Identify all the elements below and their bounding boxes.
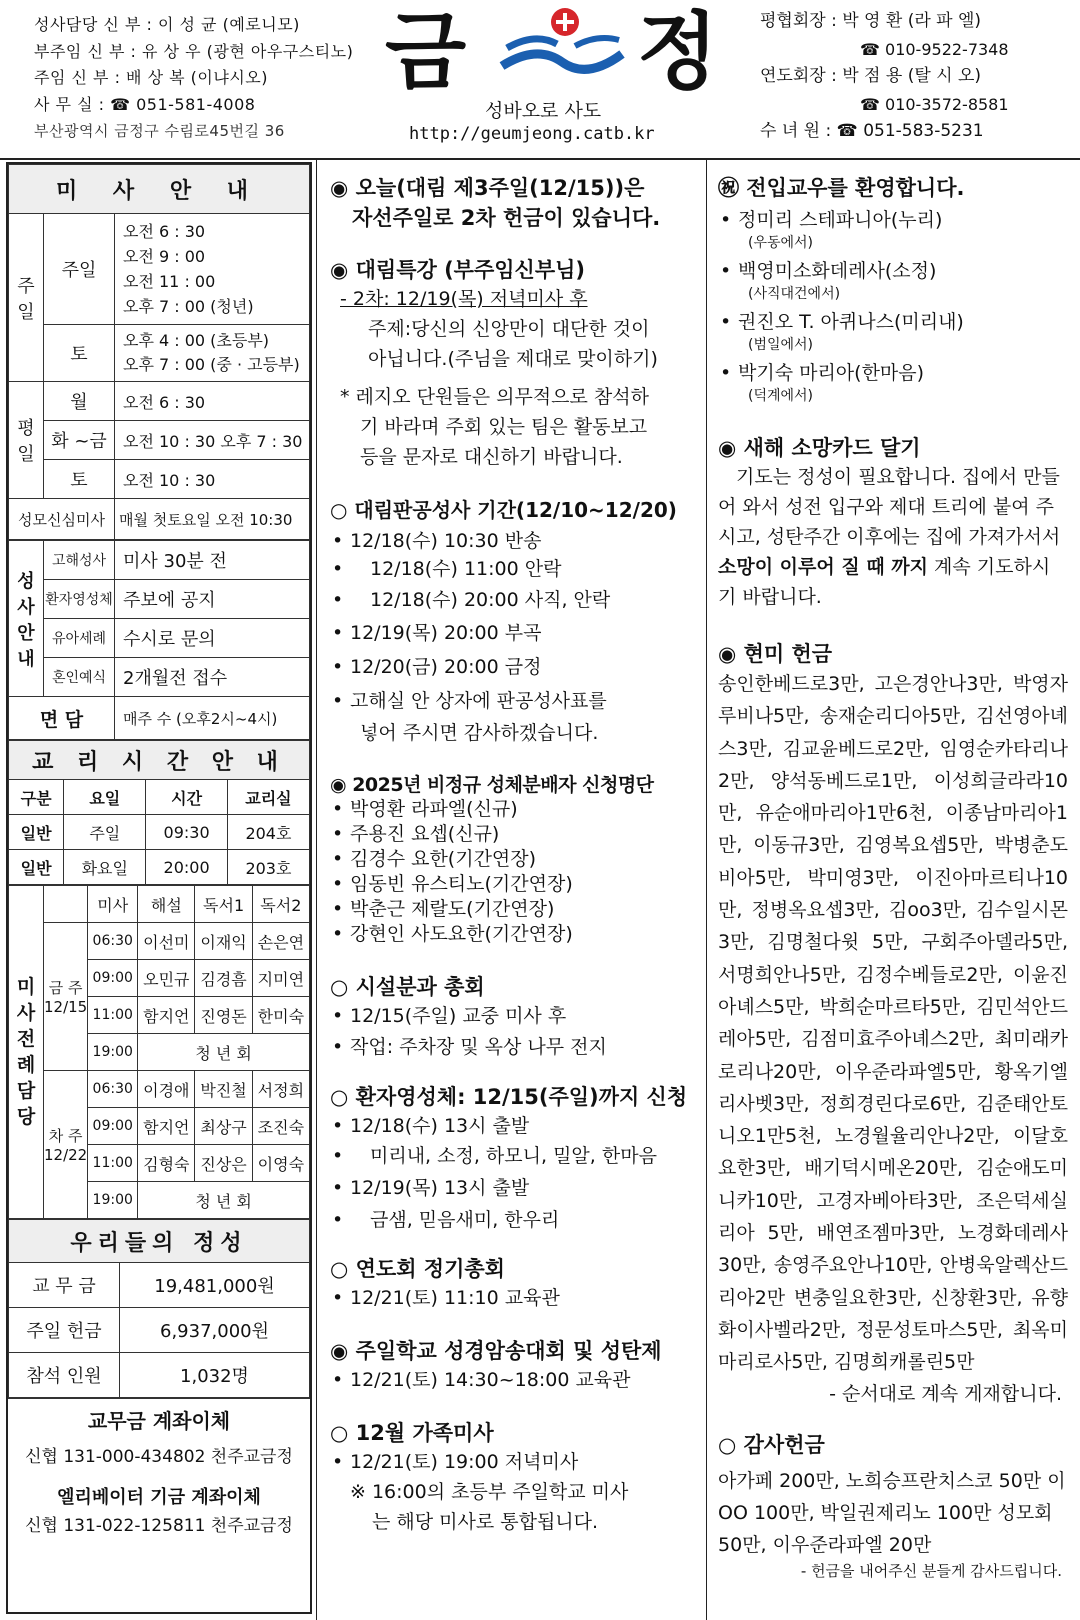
notice-heading: ◉ 주일학교 성경암송대회 및 성탄제	[330, 1339, 662, 1363]
class-table	[8, 740, 310, 885]
cell: 이경애	[138, 1071, 195, 1108]
middle-column	[330, 172, 702, 1537]
cell: 일반	[9, 850, 64, 885]
info-line: ☎ 010-9522-7348	[860, 39, 1009, 59]
section-title: 교 리 시 간 안 내	[9, 741, 310, 780]
account-number: 신협 131-022-125811 천주교금정	[25, 1516, 293, 1536]
bulletin-title	[385, 0, 719, 158]
list-item: • 12/19(목) 13시 출발	[330, 1171, 702, 1205]
list-item: • 12/20(금) 20:00 금정	[330, 650, 702, 684]
notice-heading: ◉ 새해 소망카드 달기	[718, 436, 921, 460]
list-item: • 박춘근 제랄도(기간연장)	[330, 897, 702, 922]
list-item: • 12/21(토) 14:30~18:00 교육관	[330, 1365, 702, 1395]
account-title: 엘리베이터 기금 계좌이체	[57, 1487, 261, 1508]
value: 주보에 공지	[115, 580, 310, 619]
time: 오전 11 : 00	[123, 272, 216, 291]
title-left: 금	[385, 3, 467, 101]
label: 화 ~금	[44, 421, 115, 460]
offering-table	[8, 1219, 310, 1398]
section-title: 우리들의 정성	[9, 1220, 310, 1263]
label: 미 사 전 례 담 당	[9, 886, 44, 1219]
mass-schedule-table	[8, 164, 310, 540]
address: 부산광역시 금정구 수림로45번길 36	[34, 122, 285, 140]
parish-logo-icon	[497, 4, 627, 98]
text: 기도는 정성이 필요합니다. 집에서 만들어 와서 성전 입구와 제대 트리에 붙여 주시고, 성탄주간 이후에는 집에 가져가서서	[718, 466, 1061, 548]
notice-heading: ◉ 2025년 비정규 성체분배자 신청명단	[330, 774, 654, 796]
cell: 박진철	[195, 1071, 252, 1108]
cell: 06:30	[88, 1071, 138, 1108]
info-line: 연도회장 : 박 점 용 (탈 시 오)	[760, 66, 982, 86]
cell: 청 년 회	[138, 1182, 310, 1219]
cell: 09:00	[88, 960, 138, 997]
list-item: • 박기숙 마리아(한마음)	[718, 361, 1068, 386]
header: 요일	[64, 780, 146, 815]
cell: 19:00	[88, 1034, 138, 1071]
cell: 오민규	[138, 960, 195, 997]
cell: 09:30	[146, 815, 228, 850]
label: 성 사 안 내	[9, 541, 44, 697]
list-item: • 12/18(수) 13시 출발	[330, 1111, 702, 1141]
text: 계속 기도하시기 바랍니다.	[718, 556, 1051, 608]
cell: 204호	[227, 815, 309, 850]
info-line: ☎ 010-3572-8581	[860, 94, 1009, 114]
label: 주일	[44, 214, 115, 325]
label: 면 담	[9, 697, 115, 740]
time: 오전 10 : 30	[115, 460, 310, 499]
cell: 일반	[9, 815, 64, 850]
header: 구분	[9, 780, 64, 815]
emphasis: 소망이 이루어 질 때 까지	[718, 556, 928, 578]
notice-heading: ○ 시설분과 총회	[330, 975, 485, 999]
cell: 최상구	[195, 1108, 252, 1145]
notice-heading: ◉ 오늘(대림 제3주일(12/15))은	[330, 176, 645, 200]
donor-list: 송인한베드로3만, 고은경안나3만, 박영자루비나5만, 송재순리디아5만, 김선영아녜스3만, 김교윤베드로2만, 임영순카타리나2만, 양석동베드로1만, 이성희글라라10만, 유순애마리아1만6천, 이종남마리아1만, 이동규3만, 김영복요셉5만, 박병춘도비아5만, 박미영3만, 이진아마르티나10만, 정병옥요셉3만, 김oo3만, 김수일시몬3만, 김명철다윗 5만, 구회주아델라5만, 서명희안나5만, 김정수베들로2만, 이윤진아녜스5만, 박희순마르타5만, 김민석안드레아5만, 김점미효주아녜스2만, 최미래카로리나20만, 이우준라파엘5만, 황옥기엘리사벳3만, 정희경린다로6만, 김준태안토니오1만5천, 노경월율리안나2만, 이달호요한3만, 배기덕시메온20만, 김순애도미니카10만, 고경자베아타3만, 조은덕세실리아 5만, 배연조젬마3만, 노경화데레사30만, 송영주요안나10만, 안병욱알렉산드리아2만 변충일요한3만, 신창환3만, 유향화이사벨라2만, 정문성토마스5만, 최옥미마리로사5만, 김명희캐롤린5만	[718, 673, 1068, 1374]
header: 교리실	[227, 780, 309, 815]
time: 오전 10 : 30 오후 7 : 30	[115, 421, 310, 460]
list-item: • 고해실 안 상자에 판공성사표를	[330, 684, 702, 718]
notice-text	[718, 462, 1068, 612]
notice-heading: ○ 감사헌금	[718, 1432, 825, 1457]
header: 시간	[146, 780, 228, 815]
list-item: • 임동빈 유스티노(기간연장)	[330, 872, 702, 897]
header-left-info	[34, 12, 353, 145]
notice-note: - 헌금을 내어주신 분들게 감사드립니다.	[800, 1561, 1062, 1580]
list-item-note: (사직대건에서)	[748, 286, 841, 302]
header: 독서2	[252, 886, 309, 923]
cell: 청 년 회	[138, 1034, 310, 1071]
cell: 한미숙	[252, 997, 309, 1034]
value: 수시로 문의	[115, 619, 310, 658]
label: 혼인예식	[44, 658, 115, 697]
info-line: 사 무 실 : ☎ 051-581-4008	[34, 94, 256, 114]
cell: 진영돈	[195, 997, 252, 1034]
time: 오전 6 : 30	[123, 222, 206, 241]
cell: 203호	[227, 850, 309, 885]
notice-text: * 레지오 단원들은 의무적으로 참석하	[340, 386, 649, 408]
info-line: 부주임 신 부 : 유 상 우 (광현 아우구스티노)	[34, 41, 354, 61]
info-line: 주임 신 부 : 배 상 복 (이냐시오)	[34, 68, 268, 87]
label: 교 무 금	[9, 1263, 120, 1308]
value: 6,937,000원	[120, 1308, 310, 1353]
list-item: • 12/15(주일) 교중 미사 후	[330, 1001, 702, 1032]
label: 참석 인원	[9, 1353, 120, 1398]
list-item: • 12/19(목) 20:00 부곡	[330, 616, 702, 650]
divider	[316, 158, 317, 1620]
list-item-note: (범일에서)	[748, 337, 814, 353]
notice-heading: ◉ 현미 헌금	[718, 642, 833, 666]
header	[0, 0, 1080, 160]
cell: 함지언	[138, 1108, 195, 1145]
list-item: • 12/21(토) 19:00 저녁미사	[330, 1447, 702, 1477]
label: 유아세례	[44, 619, 115, 658]
info-line: 성사담당 신 부 : 이 성 균 (예로니모)	[34, 15, 300, 34]
value: 2개월전 접수	[115, 658, 310, 697]
cell: 20:00	[146, 850, 228, 885]
notice-text: - 2차: 12/19(목) 저녁미사 후	[340, 288, 588, 310]
list-item-text: • 12/18(수) 11:00 안락	[330, 554, 702, 585]
cell: 11:00	[88, 1145, 138, 1182]
label: 금 주 12/15	[44, 923, 88, 1071]
cell: 09:00	[88, 1108, 138, 1145]
list-item: • 12/18(수) 10:30 반송	[330, 529, 702, 554]
value: 1,032명	[120, 1353, 310, 1398]
cell: 이영숙	[252, 1145, 309, 1182]
website-url[interactable]: http://geumjeong.catb.kr	[409, 124, 655, 144]
value: 미사 30분 전	[115, 541, 310, 580]
header-right-info	[760, 8, 1009, 146]
value: 매주 수 (오후2시~4시)	[115, 697, 310, 740]
cell: 김형숙	[138, 1145, 195, 1182]
label: 차 주 12/22	[44, 1071, 88, 1219]
header: 미사	[88, 886, 138, 923]
cell: 진상은	[195, 1145, 252, 1182]
list-item: • 백영미소화데레사(소정)	[718, 259, 1068, 284]
notice-text: ※ 16:00의 초등부 주일학교 미사	[350, 1481, 629, 1503]
notice-heading: ○ 환자영성체: 12/15(주일)까지 신청	[330, 1085, 688, 1109]
header: 독서1	[195, 886, 252, 923]
section-title: 미 사 안 내	[9, 165, 310, 214]
donor-list: 아가페 200만, 노희승프란치스코 50만 이OO 100만, 박일권제리노 100만 성모회 50만, 이우준라파엘 20만	[718, 1469, 1066, 1556]
notice-text: 등을 문자로 대신하기 바랍니다.	[360, 446, 623, 468]
time: 오후 7 : 00 (중 · 고등부)	[123, 355, 300, 374]
notice-heading: ㊗ 전입교우를 환영합니다.	[718, 176, 965, 200]
info-line: 평협회장 : 박 영 환 (라 파 엘)	[760, 11, 982, 31]
cell: 주일	[64, 815, 146, 850]
notice-note: - 순서대로 계속 게재합니다.	[829, 1382, 1062, 1405]
right-column	[718, 172, 1068, 1581]
label: 주 일	[9, 214, 44, 382]
cell: 이선미	[138, 923, 195, 960]
account-title: 교무금 계좌이체	[87, 1409, 231, 1433]
list-item: • 작업: 주차장 및 옥상 나무 전지	[330, 1032, 702, 1063]
cell: 06:30	[88, 923, 138, 960]
left-column	[6, 162, 312, 1614]
notice-text: 아닙니다.(주님을 제대로 맞이하기)	[368, 348, 658, 370]
list-item: • 박영환 라파엘(신규)	[330, 797, 702, 822]
list-item-text: 넣어 주시면 감사하겠습니다.	[360, 722, 599, 744]
list-item: • 김경수 요한(기간연장)	[330, 847, 702, 872]
list-item-note: (우동에서)	[748, 235, 814, 251]
cell: 19:00	[88, 1182, 138, 1219]
title-right: 정	[637, 3, 719, 101]
cell: 김경흠	[195, 960, 252, 997]
notice-heading: ○ 12월 가족미사	[330, 1421, 494, 1445]
notice-heading: ◉ 대림특강 (부주임신부님)	[330, 258, 586, 282]
time: 오전 9 : 00	[123, 247, 206, 266]
list-item: • 주용진 요셉(신규)	[330, 822, 702, 847]
list-item: • 권진오 T. 아퀴나스(미리내)	[718, 310, 1068, 335]
label: 고해성사	[44, 541, 115, 580]
time: 오전 6 : 30	[115, 382, 310, 421]
cell: 이재익	[195, 923, 252, 960]
label: 토	[44, 460, 115, 499]
value: 19,481,000원	[120, 1263, 310, 1308]
label: 평 일	[9, 382, 44, 499]
notice-heading: 자선주일로 2차 헌금이 있습니다.	[352, 206, 661, 230]
label: 토	[44, 325, 115, 382]
time: 매월 첫토요일 오전 10:30	[115, 499, 310, 540]
cell: 손은연	[252, 923, 309, 960]
account-number: 신협 131-000-434802 천주교금정	[25, 1447, 293, 1467]
label: 환자영성체	[44, 580, 115, 619]
list-item: • 12/21(토) 11:10 교육관	[330, 1283, 702, 1313]
header: 해설	[138, 886, 195, 923]
cell: 지미연	[252, 960, 309, 997]
list-item-note: (덕계에서)	[748, 388, 814, 404]
notice-heading: ○ 대림판공성사 기간(12/10~12/20)	[330, 498, 677, 522]
info-line: 수 녀 원 : ☎ 051-583-5231	[760, 121, 984, 141]
list-item-text: • 12/18(수) 20:00 사직, 안락	[330, 585, 702, 616]
account-box	[8, 1398, 310, 1536]
time: 오후 4 : 00 (초등부)	[123, 331, 270, 350]
subtitle: 성바오로 사도	[485, 100, 602, 122]
time: 오후 7 : 00 (청년)	[123, 297, 254, 316]
duty-table	[8, 885, 310, 1219]
label: 성모신심미사	[9, 499, 115, 540]
notice-text: 주제:당신의 신앙만이 대단한 것이	[368, 318, 650, 340]
notice-text: 는 해당 미사로 통합됩니다.	[372, 1511, 599, 1533]
cell: 서정희	[252, 1071, 309, 1108]
list-item: • 강현인 사도요한(기간연장)	[330, 922, 702, 947]
divider	[706, 158, 707, 1620]
cell: 화요일	[64, 850, 146, 885]
list-item-text: • 미리내, 소정, 하모니, 밀알, 한마음	[330, 1141, 702, 1171]
notice-heading: ○ 연도회 정기총회	[330, 1257, 505, 1281]
label: 월	[44, 382, 115, 421]
sacrament-table	[8, 540, 310, 740]
cell: 11:00	[88, 997, 138, 1034]
cell: 조진숙	[252, 1108, 309, 1145]
cell: 함지언	[138, 997, 195, 1034]
notice-text: 기 바라며 주회 있는 팀은 활동보고	[360, 416, 648, 438]
label: 주일 헌금	[9, 1308, 120, 1353]
list-item-text: • 금샘, 믿음새미, 한우리	[330, 1205, 702, 1235]
list-item: • 정미리 스테파니아(누리)	[718, 208, 1068, 233]
